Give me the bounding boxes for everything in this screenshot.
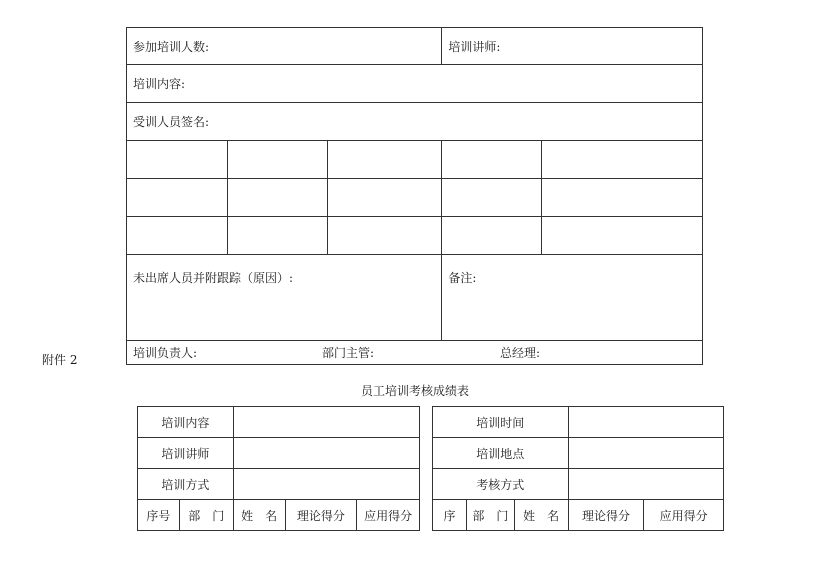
signature-cell[interactable] [542,141,703,179]
gm-label: 总经理: [500,346,541,360]
training-content-label: 培训内容: [133,77,186,91]
trainer-value-cell[interactable] [233,438,419,469]
remarks-label: 备注: [448,271,477,285]
location-value-cell[interactable] [568,438,723,469]
row-label-time: 培训时间 [433,407,569,438]
header-dept: 部 门 [466,500,514,531]
row-label-location: 培训地点 [433,438,569,469]
participants-count-label: 参加培训人数: [133,39,210,54]
signature-cell[interactable] [542,179,703,217]
signature-cell[interactable] [327,179,442,217]
responsible-label: 培训负责人: [133,346,198,360]
header-theory-score: 理论得分 [568,500,644,531]
training-record-form [126,27,703,365]
row-label-method: 培训方式 [138,469,234,500]
method-value-cell[interactable] [233,469,419,500]
signature-cell[interactable] [442,217,542,255]
signature-cell[interactable] [227,179,327,217]
row-label-assessment: 考核方式 [433,469,569,500]
signature-row [127,179,703,217]
row-label-trainer: 培训讲师 [138,438,234,469]
header-seq: 序 [433,500,467,531]
header-seq: 序号 [138,500,180,531]
signature-cell[interactable] [127,141,228,179]
participants-count-field[interactable] [127,28,442,65]
approval-line [133,344,696,361]
signature-row [127,217,703,255]
training-content-field[interactable] [127,65,703,103]
attachment-label: 附件 2 [42,353,78,367]
signature-cell[interactable] [127,217,228,255]
signature-cell[interactable] [327,141,442,179]
score-table-right [432,406,724,531]
header-name: 姓 名 [514,500,568,531]
absent-field[interactable] [127,255,442,341]
signature-cell[interactable] [442,141,542,179]
signature-cell[interactable] [442,179,542,217]
trainer-label: 培训讲师: [448,39,501,54]
approval-row [127,341,703,365]
signature-cell[interactable] [127,179,228,217]
signature-row [127,141,703,179]
absent-label: 未出席人员并附跟踪（原因）: [133,271,294,285]
supervisor-label: 部门主管: [322,346,375,360]
signature-cell[interactable] [327,217,442,255]
header-theory-score: 理论得分 [285,500,357,531]
header-applied-score: 应用得分 [644,500,724,531]
signature-cell[interactable] [542,217,703,255]
signature-header [127,103,703,141]
score-table-left [137,406,420,531]
score-table-title: 员工培训考核成绩表 [360,384,469,398]
time-value-cell[interactable] [568,407,723,438]
header-applied-score: 应用得分 [357,500,420,531]
row-label-content: 培训内容 [138,407,234,438]
signature-cell[interactable] [227,141,327,179]
trainer-field[interactable] [442,28,703,65]
header-name: 姓 名 [233,500,285,531]
assessment-value-cell[interactable] [568,469,723,500]
column-header-row [138,500,420,531]
column-header-row [433,500,724,531]
signature-cell[interactable] [227,217,327,255]
signature-label: 受训人员签名: [133,115,210,129]
header-dept: 部 门 [179,500,233,531]
content-value-cell[interactable] [233,407,419,438]
remarks-field[interactable] [442,255,703,341]
